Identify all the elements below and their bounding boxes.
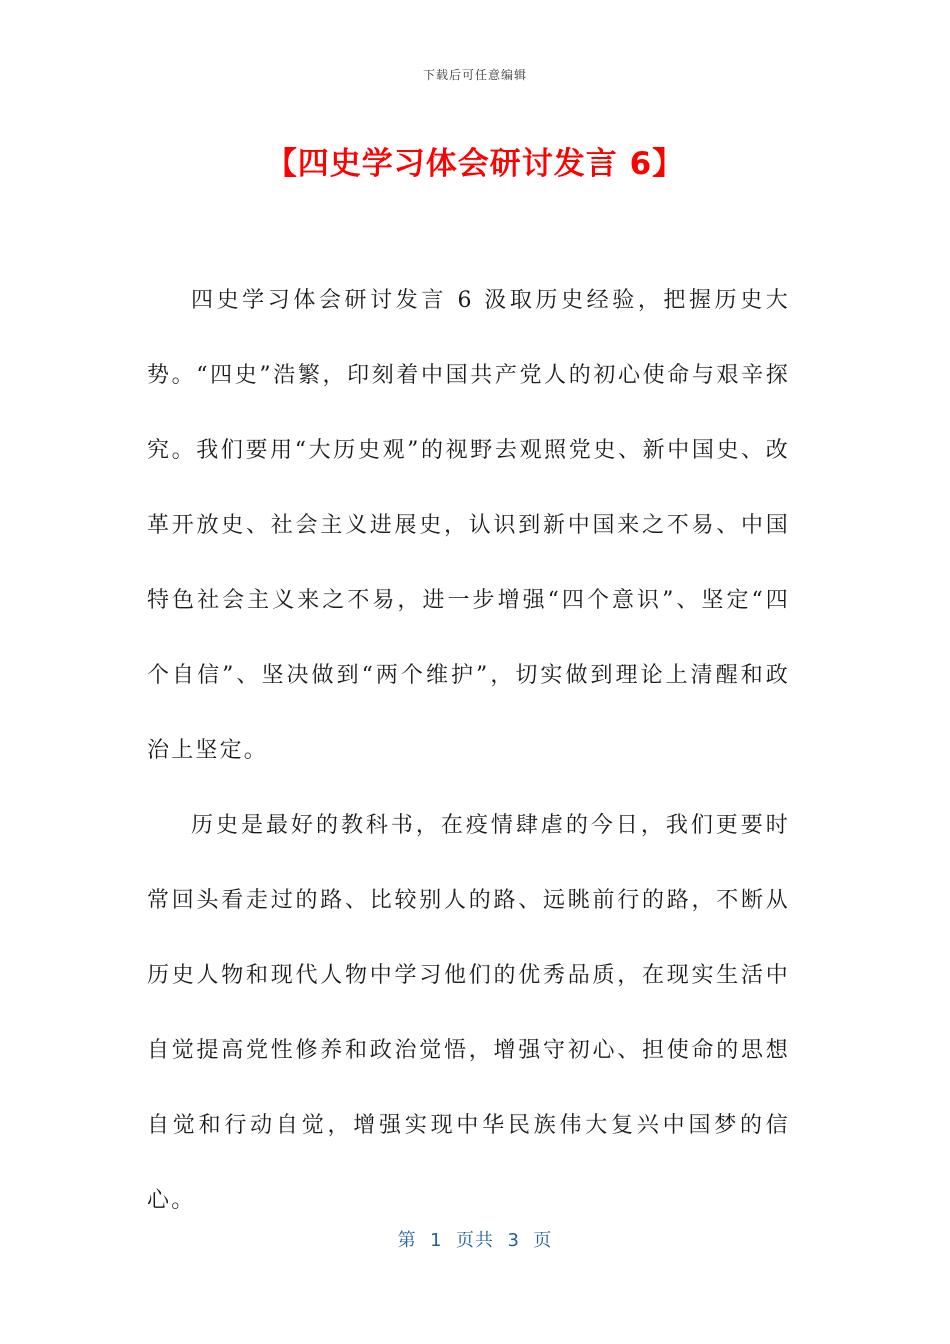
- header-note: 下载后可任意编辑: [422, 68, 527, 82]
- document-title: 【四史学习体会研讨发言 6】: [265, 146, 685, 182]
- page-footer: 第 1 页共 3 页: [397, 1230, 553, 1251]
- paragraph-1: 四史学习体会研讨发言 6 汲取历史经验，把握历史大势。“四史”浩繁，印刻着中国共产党人的初心使命与艰辛探究。我们要用“大历史观”的视野去观照党史、新中国史、改革开放史、社会主义进展史，认识到新中国来之不易、中国特色社会主义来之不易，进一步增强“四个意识”、坚定“四个自信”、坚决做到“两个维护”，切实做到理论上清醒和政治上坚定。: [147, 288, 790, 763]
- document-body: [147, 263, 790, 1238]
- paragraph-2: 历史是最好的教科书，在疫情肆虐的今日，我们更要时常回头看走过的路、比较别人的路、远眺前行的路，不断从历史人物和现代人物中学习他们的优秀品质，在现实生活中自觉提高党性修养和政治觉悟，增强守初心、担使命的思想自觉和行动自觉，增强实现中华民族伟大复兴中国梦的信心。: [147, 813, 790, 1213]
